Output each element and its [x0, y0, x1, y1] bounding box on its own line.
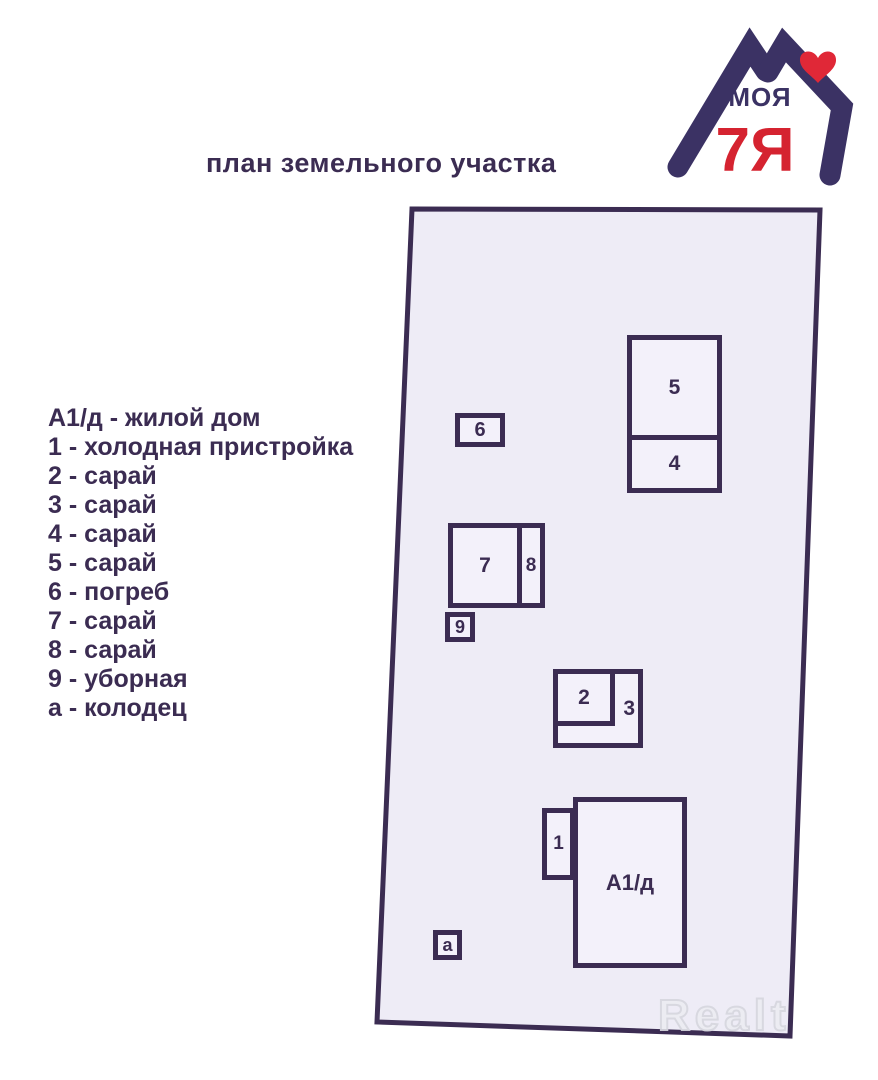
- building-3-label: 3: [623, 696, 635, 720]
- building-house-a1d: А1/д: [573, 797, 687, 968]
- building-4: 4: [668, 452, 681, 475]
- building-8: 8: [525, 554, 537, 576]
- legend-item-6: 6 - погреб: [48, 578, 170, 606]
- building-2: 2: [553, 669, 615, 726]
- realt-watermark: Realt: [658, 991, 791, 1040]
- building-6: 6: [455, 413, 505, 447]
- logo-text-top: МОЯ: [728, 82, 792, 112]
- legend-item-4: 4 - сарай: [48, 520, 157, 548]
- legend-item-8: 8 - сарай: [48, 636, 157, 664]
- legend-item-7: 7 - сарай: [48, 607, 157, 635]
- logo-text-bottom: 7Я: [715, 116, 795, 185]
- legend-item-5: 5 - сарай: [48, 549, 157, 577]
- building-7-8: [448, 523, 545, 608]
- building-5: 5: [632, 340, 717, 440]
- legend-item-1: 1 - холодная пристройка: [48, 433, 354, 461]
- legend-item-2: 2 - сарай: [48, 462, 157, 490]
- page-title: план земельного участка: [206, 148, 557, 178]
- legend-item-3: 3 - сарай: [48, 491, 157, 519]
- legend-item-9: 9 - уборная: [48, 665, 188, 693]
- well-a: а: [433, 930, 462, 960]
- legend-item-house: А1/д - жилой дом: [48, 404, 261, 432]
- legend-item-well: а - колодец: [48, 694, 187, 722]
- building-7: 7: [453, 528, 522, 603]
- building-1: 1: [542, 808, 575, 880]
- building-9: 9: [445, 612, 475, 642]
- building-5-4: [627, 335, 722, 493]
